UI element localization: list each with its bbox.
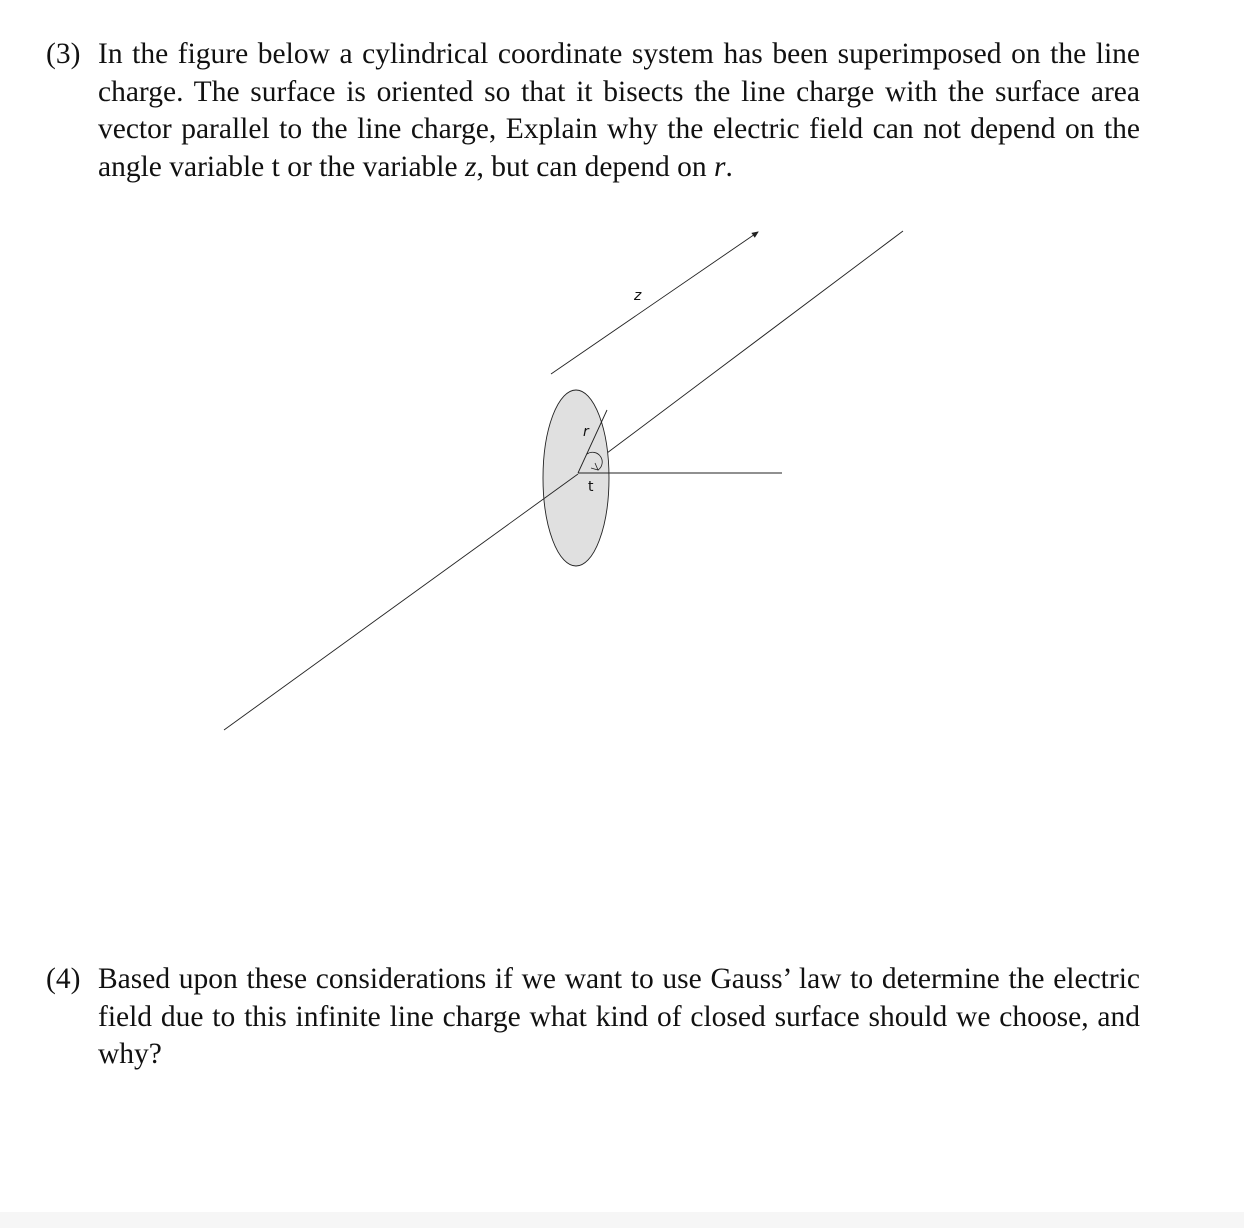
variable-z: z xyxy=(464,150,477,183)
problem-4 xyxy=(46,961,1140,1074)
r-label: r xyxy=(583,424,589,440)
problem-3-text-part3: , but can depend on xyxy=(476,150,715,183)
z-axis-arrow xyxy=(551,232,758,374)
problem-3-text-part1: In the figure below a cylindrical coordinate system has been superimposed on the line charge. The surface is oriented so that it bisects the line charge with the surface area vector parallel to the line charge, Explain why the electric field can not depend on the angle variable xyxy=(98,38,1140,183)
problem-4-text: Based upon these considerations if we want to use Gauss’ law to determine the electric field due to this infinite line charge what kind of closed surface should we choose, and why? xyxy=(98,963,1140,1070)
problem-4-number: (4) xyxy=(46,963,81,995)
variable-r: r xyxy=(714,150,726,183)
line-charge-lower xyxy=(224,474,578,730)
page-bottom-strip xyxy=(0,1212,1244,1228)
line-charge-upper xyxy=(603,231,903,456)
problem-3-text-part2: or the variable xyxy=(279,150,465,183)
z-label: z xyxy=(634,288,642,304)
problem-3-text-end: . xyxy=(725,150,733,183)
t-label: t xyxy=(588,479,594,495)
problem-3-number: (3) xyxy=(46,38,81,70)
disk-surface xyxy=(543,390,609,566)
angle-variable-t: t xyxy=(271,150,280,183)
